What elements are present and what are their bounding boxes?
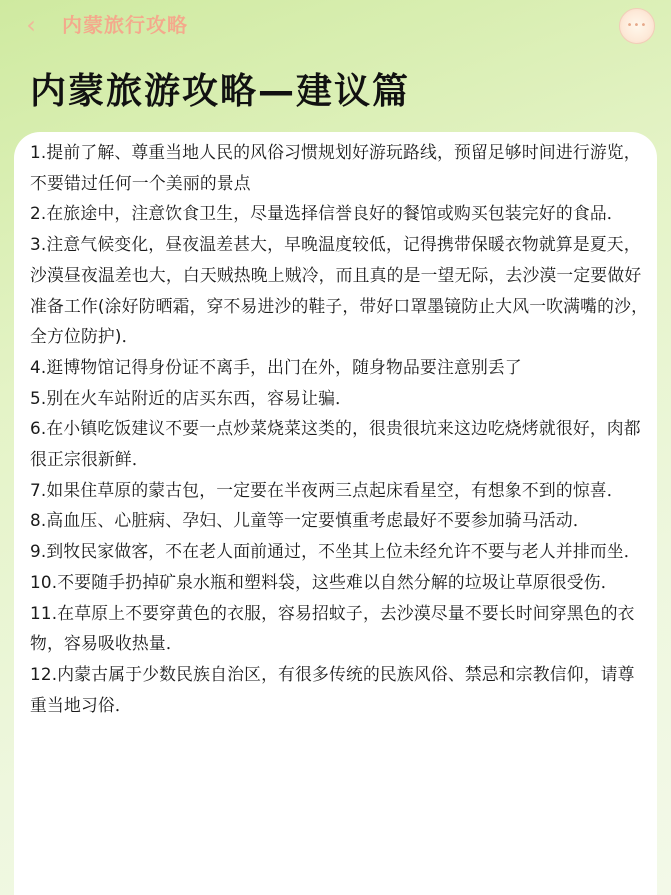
list-item: 6.在小镇吃饭建议不要一点炒菜烧菜这类的，很贵很坑来这边吃烧烤就很好，肉都很正宗很新鲜． [30,418,641,470]
nav-title: 内蒙旅行攻略 [62,13,188,37]
list-item: 7.如果住草原的蒙古包，一定要在半夜两三点起床看星空，有想象不到的惊喜． [30,479,624,500]
dots-icon: ••• [626,20,648,31]
list-item: 9.到牧民家做客，不在老人面前通过，不坐其上位未经允许不要与老人并排而坐． [30,541,641,562]
list-item: 8.高血压、心脏病、孕妇、儿童等一定要慎重考虑最好不要参加骑马活动． [30,510,590,531]
page-title: 内蒙旅游攻略—建议篇 [30,71,411,112]
list-item: 5.别在火车站附近的店买东西，容易让骗． [30,387,353,408]
list-item: 11.在草原上不要穿黄色的衣服，容易招蚊子，去沙漠尽量不要长时间穿黑色的衣物，容易吸收热量． [30,602,635,654]
list-item: 12.内蒙古属于少数民族自治区，有很多传统的民族风俗、禁忌和宗教信仰，请尊重当地习俗． [30,663,635,715]
top-nav-bar [0,0,671,52]
sun-menu-icon[interactable] [619,8,655,44]
list-item: 4.逛博物馆记得身份证不离手，出门在外，随身物品要注意别丢了 [30,356,522,377]
list-item: 2.在旅途中，注意饮食卫生，尽量选择信誉良好的餐馆或购买包装完好的食品． [30,203,624,224]
list-item: 10.不要随手扔掉矿泉水瓶和塑料袋，这些难以自然分解的垃圾让草原很受伤． [30,571,618,592]
chevron-left-icon[interactable]: ‹ [26,11,36,39]
list-item: 1.提前了解、尊重当地人民的风俗习惯规划好游玩路线，预留足够时间进行游览，不要错过任何一个美丽的景点 [30,142,641,193]
list-item: 3.注意气候变化，昼夜温差甚大，早晚温度较低，记得携带保暖衣物就算是夏天，沙漠昼夜温差也大，白天贼热晚上贼冷，而且真的是一望无际，去沙漠一定要做好准备工作(涂好防晒霜，穿不易进沙的鞋子，带好口罩墨镜防止大风一吹满嘴的沙，全方位防护)． [30,234,649,347]
tips-list [30,137,650,720]
